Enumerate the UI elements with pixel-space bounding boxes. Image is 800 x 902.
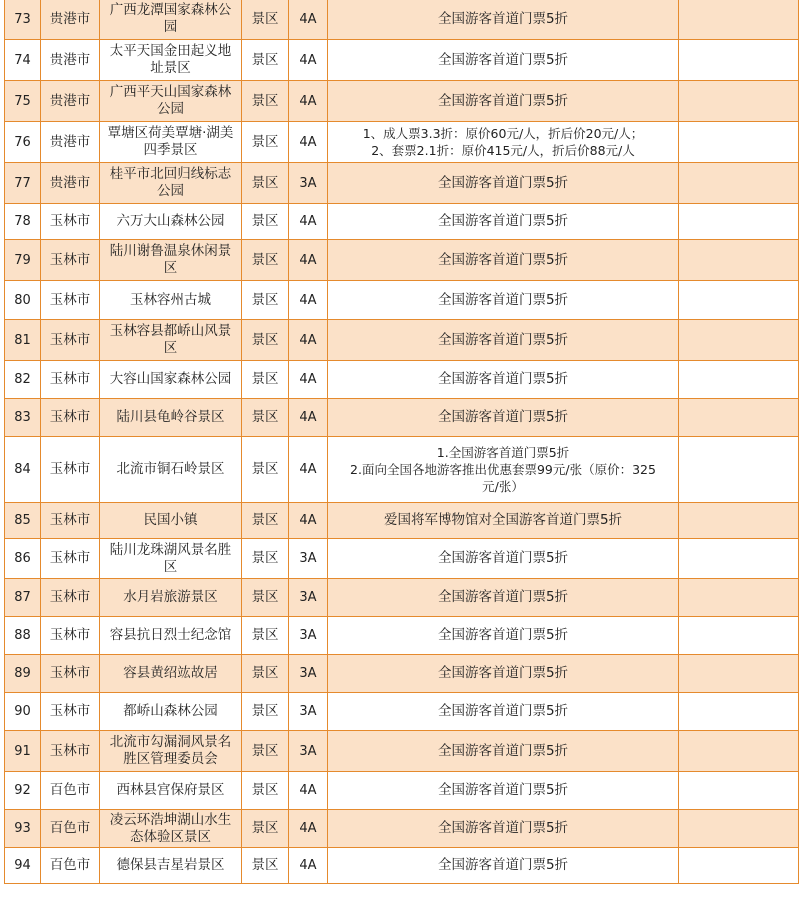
attraction-name-cell: 北流市勾漏洞风景名胜区管理委员会 bbox=[100, 731, 242, 772]
city-cell: 贵港市 bbox=[41, 122, 100, 163]
row-number-cell: 74 bbox=[5, 40, 41, 81]
note-cell bbox=[679, 0, 799, 40]
table-row bbox=[5, 163, 799, 204]
row-number-cell: 92 bbox=[5, 772, 41, 810]
level-cell: 4A bbox=[289, 320, 328, 361]
note-cell bbox=[679, 503, 799, 539]
level-cell: 3A bbox=[289, 693, 328, 731]
table-row bbox=[5, 848, 799, 884]
note-cell bbox=[679, 579, 799, 617]
city-cell: 玉林市 bbox=[41, 731, 100, 772]
attraction-name-cell: 广西平天山国家森林公园 bbox=[100, 81, 242, 122]
city-cell: 贵港市 bbox=[41, 40, 100, 81]
table-row bbox=[5, 731, 799, 772]
attraction-name-cell: 陆川龙珠湖风景名胜区 bbox=[100, 539, 242, 579]
city-cell: 玉林市 bbox=[41, 579, 100, 617]
city-cell: 玉林市 bbox=[41, 320, 100, 361]
attractions-discount-table bbox=[4, 0, 799, 884]
row-number-cell: 77 bbox=[5, 163, 41, 204]
table-row bbox=[5, 579, 799, 617]
note-cell bbox=[679, 772, 799, 810]
level-cell: 4A bbox=[289, 204, 328, 240]
level-cell: 4A bbox=[289, 772, 328, 810]
city-cell: 玉林市 bbox=[41, 361, 100, 399]
type-cell: 景区 bbox=[242, 361, 289, 399]
type-cell: 景区 bbox=[242, 503, 289, 539]
type-cell: 景区 bbox=[242, 848, 289, 884]
note-cell bbox=[679, 399, 799, 437]
type-cell: 景区 bbox=[242, 772, 289, 810]
table-row bbox=[5, 122, 799, 163]
row-number-cell: 87 bbox=[5, 579, 41, 617]
table-row bbox=[5, 361, 799, 399]
attraction-name-cell: 水月岩旅游景区 bbox=[100, 579, 242, 617]
offer-line: 全国游客首道门票5折 bbox=[437, 550, 569, 566]
table-row bbox=[5, 40, 799, 81]
note-cell bbox=[679, 617, 799, 655]
type-cell: 景区 bbox=[242, 163, 289, 204]
offer-line: 元/张） bbox=[482, 479, 524, 494]
city-cell: 贵港市 bbox=[41, 81, 100, 122]
table-row bbox=[5, 539, 799, 579]
offer-cell bbox=[328, 539, 679, 579]
row-number-cell: 93 bbox=[5, 810, 41, 848]
level-cell: 3A bbox=[289, 539, 328, 579]
offer-cell bbox=[328, 122, 679, 163]
note-cell bbox=[679, 731, 799, 772]
type-cell: 景区 bbox=[242, 0, 289, 40]
offer-cell bbox=[328, 848, 679, 884]
offer-line: 全国游客首道门票5折 bbox=[437, 10, 569, 27]
table-row bbox=[5, 320, 799, 361]
offer-line: 全国游客首道门票5折 bbox=[437, 331, 569, 348]
type-cell: 景区 bbox=[242, 281, 289, 320]
row-number-cell: 85 bbox=[5, 503, 41, 539]
offer-cell bbox=[328, 693, 679, 731]
level-cell: 3A bbox=[289, 163, 328, 204]
offer-line: 全国游客首道门票5折 bbox=[437, 703, 569, 719]
row-number-cell: 86 bbox=[5, 539, 41, 579]
attraction-name-cell: 德保县吉星岩景区 bbox=[100, 848, 242, 884]
offer-cell bbox=[328, 0, 679, 40]
attraction-name-cell: 陆川县龟岭谷景区 bbox=[100, 399, 242, 437]
city-cell: 玉林市 bbox=[41, 204, 100, 240]
row-number-cell: 94 bbox=[5, 848, 41, 884]
row-number-cell: 79 bbox=[5, 240, 41, 281]
offer-cell bbox=[328, 655, 679, 693]
row-number-cell: 81 bbox=[5, 320, 41, 361]
note-cell bbox=[679, 281, 799, 320]
type-cell: 景区 bbox=[242, 81, 289, 122]
attraction-name-cell: 玉林容县都峤山风景区 bbox=[100, 320, 242, 361]
attraction-name-cell: 六万大山森林公园 bbox=[100, 204, 242, 240]
level-cell: 4A bbox=[289, 437, 328, 503]
offer-line: 全国游客首道门票5折 bbox=[437, 665, 569, 681]
offer-cell bbox=[328, 361, 679, 399]
row-number-cell: 82 bbox=[5, 361, 41, 399]
row-number-cell: 88 bbox=[5, 617, 41, 655]
attraction-name-cell: 西林县宫保府景区 bbox=[100, 772, 242, 810]
attraction-name-cell: 都峤山森林公园 bbox=[100, 693, 242, 731]
table-row bbox=[5, 0, 799, 40]
type-cell: 景区 bbox=[242, 810, 289, 848]
city-cell: 玉林市 bbox=[41, 437, 100, 503]
type-cell: 景区 bbox=[242, 240, 289, 281]
table-row bbox=[5, 655, 799, 693]
city-cell: 百色市 bbox=[41, 772, 100, 810]
offer-cell bbox=[328, 240, 679, 281]
offer-line: 全国游客首道门票5折 bbox=[437, 213, 569, 229]
city-cell: 玉林市 bbox=[41, 617, 100, 655]
row-number-cell: 75 bbox=[5, 81, 41, 122]
level-cell: 4A bbox=[289, 40, 328, 81]
attraction-name-cell: 北流市铜石岭景区 bbox=[100, 437, 242, 503]
level-cell: 4A bbox=[289, 122, 328, 163]
table-row bbox=[5, 399, 799, 437]
offer-cell bbox=[328, 204, 679, 240]
offer-line: 全国游客首道门票5折 bbox=[437, 857, 569, 873]
note-cell bbox=[679, 810, 799, 848]
attraction-name-cell: 太平天国金田起义地址景区 bbox=[100, 40, 242, 81]
city-cell: 玉林市 bbox=[41, 655, 100, 693]
attraction-name-cell: 容县黄绍竑故居 bbox=[100, 655, 242, 693]
note-cell bbox=[679, 848, 799, 884]
city-cell: 百色市 bbox=[41, 810, 100, 848]
note-cell bbox=[679, 81, 799, 122]
type-cell: 景区 bbox=[242, 320, 289, 361]
offer-cell bbox=[328, 320, 679, 361]
note-cell bbox=[679, 240, 799, 281]
city-cell: 玉林市 bbox=[41, 539, 100, 579]
attraction-name-cell: 大容山国家森林公园 bbox=[100, 361, 242, 399]
note-cell bbox=[679, 320, 799, 361]
offer-cell bbox=[328, 437, 679, 503]
row-number-cell: 90 bbox=[5, 693, 41, 731]
level-cell: 4A bbox=[289, 848, 328, 884]
level-cell: 3A bbox=[289, 655, 328, 693]
offer-cell bbox=[328, 163, 679, 204]
level-cell: 3A bbox=[289, 579, 328, 617]
level-cell: 4A bbox=[289, 810, 328, 848]
type-cell: 景区 bbox=[242, 579, 289, 617]
city-cell: 贵港市 bbox=[41, 163, 100, 204]
level-cell: 3A bbox=[289, 731, 328, 772]
offer-line: 2、套票2.1折：原价415元/人，折后价88元/人 bbox=[371, 143, 635, 158]
city-cell: 玉林市 bbox=[41, 240, 100, 281]
row-number-cell: 84 bbox=[5, 437, 41, 503]
offer-line: 全国游客首道门票5折 bbox=[437, 51, 569, 68]
attraction-name-cell: 民国小镇 bbox=[100, 503, 242, 539]
row-number-cell: 91 bbox=[5, 731, 41, 772]
type-cell: 景区 bbox=[242, 617, 289, 655]
table-row bbox=[5, 810, 799, 848]
offer-line: 爱国将军博物馆对全国游客首道门票5折 bbox=[383, 512, 623, 528]
type-cell: 景区 bbox=[242, 693, 289, 731]
table-row bbox=[5, 281, 799, 320]
attraction-name-cell: 玉林容州古城 bbox=[100, 281, 242, 320]
level-cell: 4A bbox=[289, 361, 328, 399]
type-cell: 景区 bbox=[242, 437, 289, 503]
level-cell: 4A bbox=[289, 240, 328, 281]
offer-line: 全国游客首道门票5折 bbox=[437, 742, 569, 759]
attraction-name-cell: 容县抗日烈士纪念馆 bbox=[100, 617, 242, 655]
offer-line: 全国游客首道门票5折 bbox=[437, 627, 569, 643]
note-cell bbox=[679, 204, 799, 240]
table-row bbox=[5, 693, 799, 731]
level-cell: 4A bbox=[289, 81, 328, 122]
type-cell: 景区 bbox=[242, 399, 289, 437]
offer-line: 全国游客首道门票5折 bbox=[437, 589, 569, 605]
offer-cell bbox=[328, 40, 679, 81]
table-row bbox=[5, 503, 799, 539]
table-row bbox=[5, 772, 799, 810]
row-number-cell: 73 bbox=[5, 0, 41, 40]
city-cell: 玉林市 bbox=[41, 693, 100, 731]
offer-line: 全国游客首道门票5折 bbox=[437, 782, 569, 798]
city-cell: 玉林市 bbox=[41, 399, 100, 437]
city-cell: 玉林市 bbox=[41, 281, 100, 320]
offer-line: 全国游客首道门票5折 bbox=[437, 409, 569, 425]
level-cell: 4A bbox=[289, 503, 328, 539]
type-cell: 景区 bbox=[242, 204, 289, 240]
type-cell: 景区 bbox=[242, 539, 289, 579]
offer-cell bbox=[328, 731, 679, 772]
offer-cell bbox=[328, 579, 679, 617]
level-cell: 3A bbox=[289, 617, 328, 655]
offer-line: 全国游客首道门票5折 bbox=[437, 251, 569, 268]
level-cell: 4A bbox=[289, 281, 328, 320]
note-cell bbox=[679, 539, 799, 579]
note-cell bbox=[679, 693, 799, 731]
type-cell: 景区 bbox=[242, 655, 289, 693]
table-row bbox=[5, 240, 799, 281]
offer-line: 全国游客首道门票5折 bbox=[437, 174, 569, 191]
offer-cell bbox=[328, 617, 679, 655]
offer-cell bbox=[328, 399, 679, 437]
row-number-cell: 76 bbox=[5, 122, 41, 163]
note-cell bbox=[679, 40, 799, 81]
city-cell: 贵港市 bbox=[41, 0, 100, 40]
offer-line: 全国游客首道门票5折 bbox=[437, 371, 569, 387]
level-cell: 4A bbox=[289, 399, 328, 437]
type-cell: 景区 bbox=[242, 122, 289, 163]
offer-cell bbox=[328, 81, 679, 122]
offer-line: 全国游客首道门票5折 bbox=[437, 820, 569, 836]
note-cell bbox=[679, 655, 799, 693]
note-cell bbox=[679, 163, 799, 204]
offer-line: 全国游客首道门票5折 bbox=[437, 291, 569, 308]
row-number-cell: 80 bbox=[5, 281, 41, 320]
offer-line: 全国游客首道门票5折 bbox=[437, 92, 569, 109]
table-row bbox=[5, 81, 799, 122]
type-cell: 景区 bbox=[242, 731, 289, 772]
attraction-name-cell: 陆川谢鲁温泉休闲景区 bbox=[100, 240, 242, 281]
level-cell: 4A bbox=[289, 0, 328, 40]
table-row bbox=[5, 617, 799, 655]
offer-line: 1.全国游客首道门票5折 bbox=[436, 445, 570, 460]
table-row bbox=[5, 204, 799, 240]
city-cell: 玉林市 bbox=[41, 503, 100, 539]
row-number-cell: 78 bbox=[5, 204, 41, 240]
row-number-cell: 83 bbox=[5, 399, 41, 437]
offer-cell bbox=[328, 810, 679, 848]
offer-line: 2.面向全国各地游客推出优惠套票99元/张（原价：325 bbox=[350, 462, 656, 477]
note-cell bbox=[679, 361, 799, 399]
offer-line: 1、成人票3.3折：原价60元/人，折后价20元/人； bbox=[362, 126, 644, 141]
note-cell bbox=[679, 437, 799, 503]
row-number-cell: 89 bbox=[5, 655, 41, 693]
type-cell: 景区 bbox=[242, 40, 289, 81]
offer-cell bbox=[328, 503, 679, 539]
note-cell bbox=[679, 122, 799, 163]
table-row bbox=[5, 437, 799, 503]
offer-cell bbox=[328, 281, 679, 320]
attraction-name-cell: 凌云环浩坤湖山水生态体验区景区 bbox=[100, 810, 242, 848]
offer-cell bbox=[328, 772, 679, 810]
attraction-name-cell: 广西龙潭国家森林公园 bbox=[100, 0, 242, 40]
attraction-name-cell: 覃塘区荷美覃塘·湖美四季景区 bbox=[100, 122, 242, 163]
attraction-name-cell: 桂平市北回归线标志公园 bbox=[100, 163, 242, 204]
city-cell: 百色市 bbox=[41, 848, 100, 884]
